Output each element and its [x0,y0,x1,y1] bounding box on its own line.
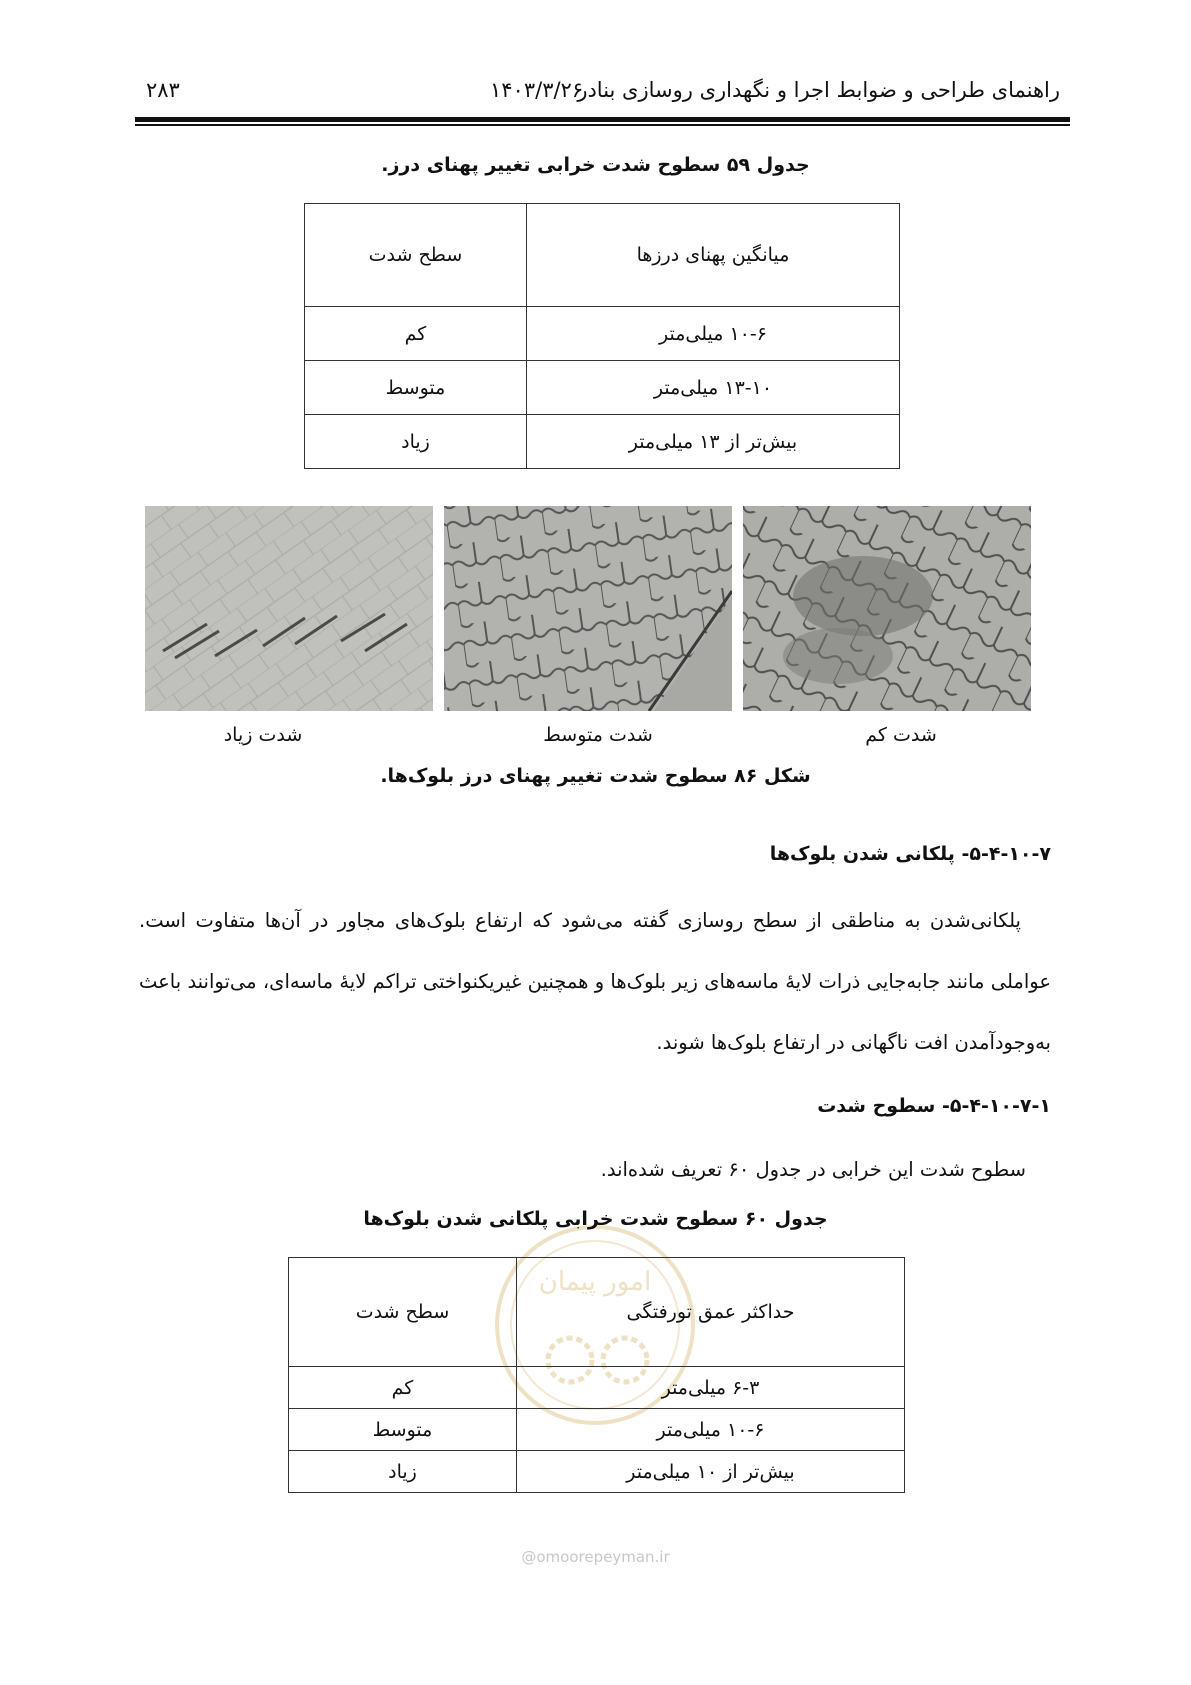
table-cell: زیاد [305,415,527,469]
page-header [140,72,1060,112]
table-col-header: حداکثر عمق تورفتگی [516,1258,904,1367]
subsection-heading: ۵-۴-۱۰-۷-۱- سطوح شدت [817,1095,1051,1117]
table-cell: زیاد [289,1451,517,1493]
table-cell: کم [289,1367,517,1409]
paragraph-text: پلکانی‌شدن به مناطقی از سطح روسازی گفته می‌شود که ارتفاع بلوک‌های مجاور در آن‌ها متفاوت است. عواملی مانند جابه‌جایی ذرات لایهٔ ماسه‌های زیر بلوک‌ها و همچنین غیریکنواختی تراکم لایهٔ ماسه‌ای، می‌توانند باعث به‌وجودآمدن افت ناگهانی در ارتفاع بلوک‌ها شوند. [139,909,1051,1054]
table-cell: کم [305,307,527,361]
table-row [305,361,900,415]
table-row [305,415,900,469]
table-header-row [289,1258,905,1367]
figure86-caption: شکل ۸۶ سطوح شدت تغییر پهنای درز بلوک‌ها. [380,765,811,787]
watermark-logo-text: امور پیمان [538,1267,652,1297]
section-heading: ۵-۴-۱۰-۷- پلکانی شدن بلوک‌ها [769,843,1051,865]
section-paragraph [139,890,1051,1073]
table-cell: متوسط [305,361,527,415]
figure86-photos [145,506,1035,711]
header-rule-thick [135,117,1070,122]
table-row [289,1409,905,1451]
table-cell: ۱۰-۶ میلی‌متر [516,1409,904,1451]
label-high: شدت زیاد [223,724,303,746]
label-low: شدت کم [865,724,937,746]
header-title: راهنمای طراحی و ضوابط اجرا و نگهداری روسازی بنادر [577,78,1060,102]
table-col-header: سطح شدت [289,1258,517,1367]
table-header-row [305,204,900,307]
table-row [289,1367,905,1409]
table-row [289,1451,905,1493]
table-row [305,307,900,361]
table-col-header: سطح شدت [305,204,527,307]
photo-medium-severity [444,506,732,711]
table-cell: ۱۰-۶ میلی‌متر [526,307,899,361]
table59 [304,203,900,469]
photo-high-severity [145,506,433,711]
page-number: ۲۸۳ [146,78,180,102]
table-cell: ۶-۳ میلی‌متر [516,1367,904,1409]
header-date: ۱۴۰۳/۳/۲۶ [490,78,584,102]
watermark-url: @omoorepeyman.ir [521,1548,670,1566]
table-cell: متوسط [289,1409,517,1451]
label-medium: شدت متوسط [543,724,653,746]
header-rule-thin [135,124,1070,126]
table-cell: بیش‌تر از ۱۳ میلی‌متر [526,415,899,469]
table60-caption: جدول ۶۰ سطوح شدت خرابی پلکانی شدن بلوک‌ها [363,1208,828,1230]
table60 [288,1257,905,1493]
table-cell: ۱۳-۱۰ میلی‌متر [526,361,899,415]
table-cell: بیش‌تر از ۱۰ میلی‌متر [516,1451,904,1493]
photo-low-severity [743,506,1031,711]
table-col-header: میانگین پهنای درزها [526,204,899,307]
table59-caption: جدول ۵۹ سطوح شدت خرابی تغییر پهنای درز. [381,154,810,176]
subsection-sentence: سطوح شدت این خرابی در جدول ۶۰ تعریف شده‌اند. [600,1158,1026,1181]
